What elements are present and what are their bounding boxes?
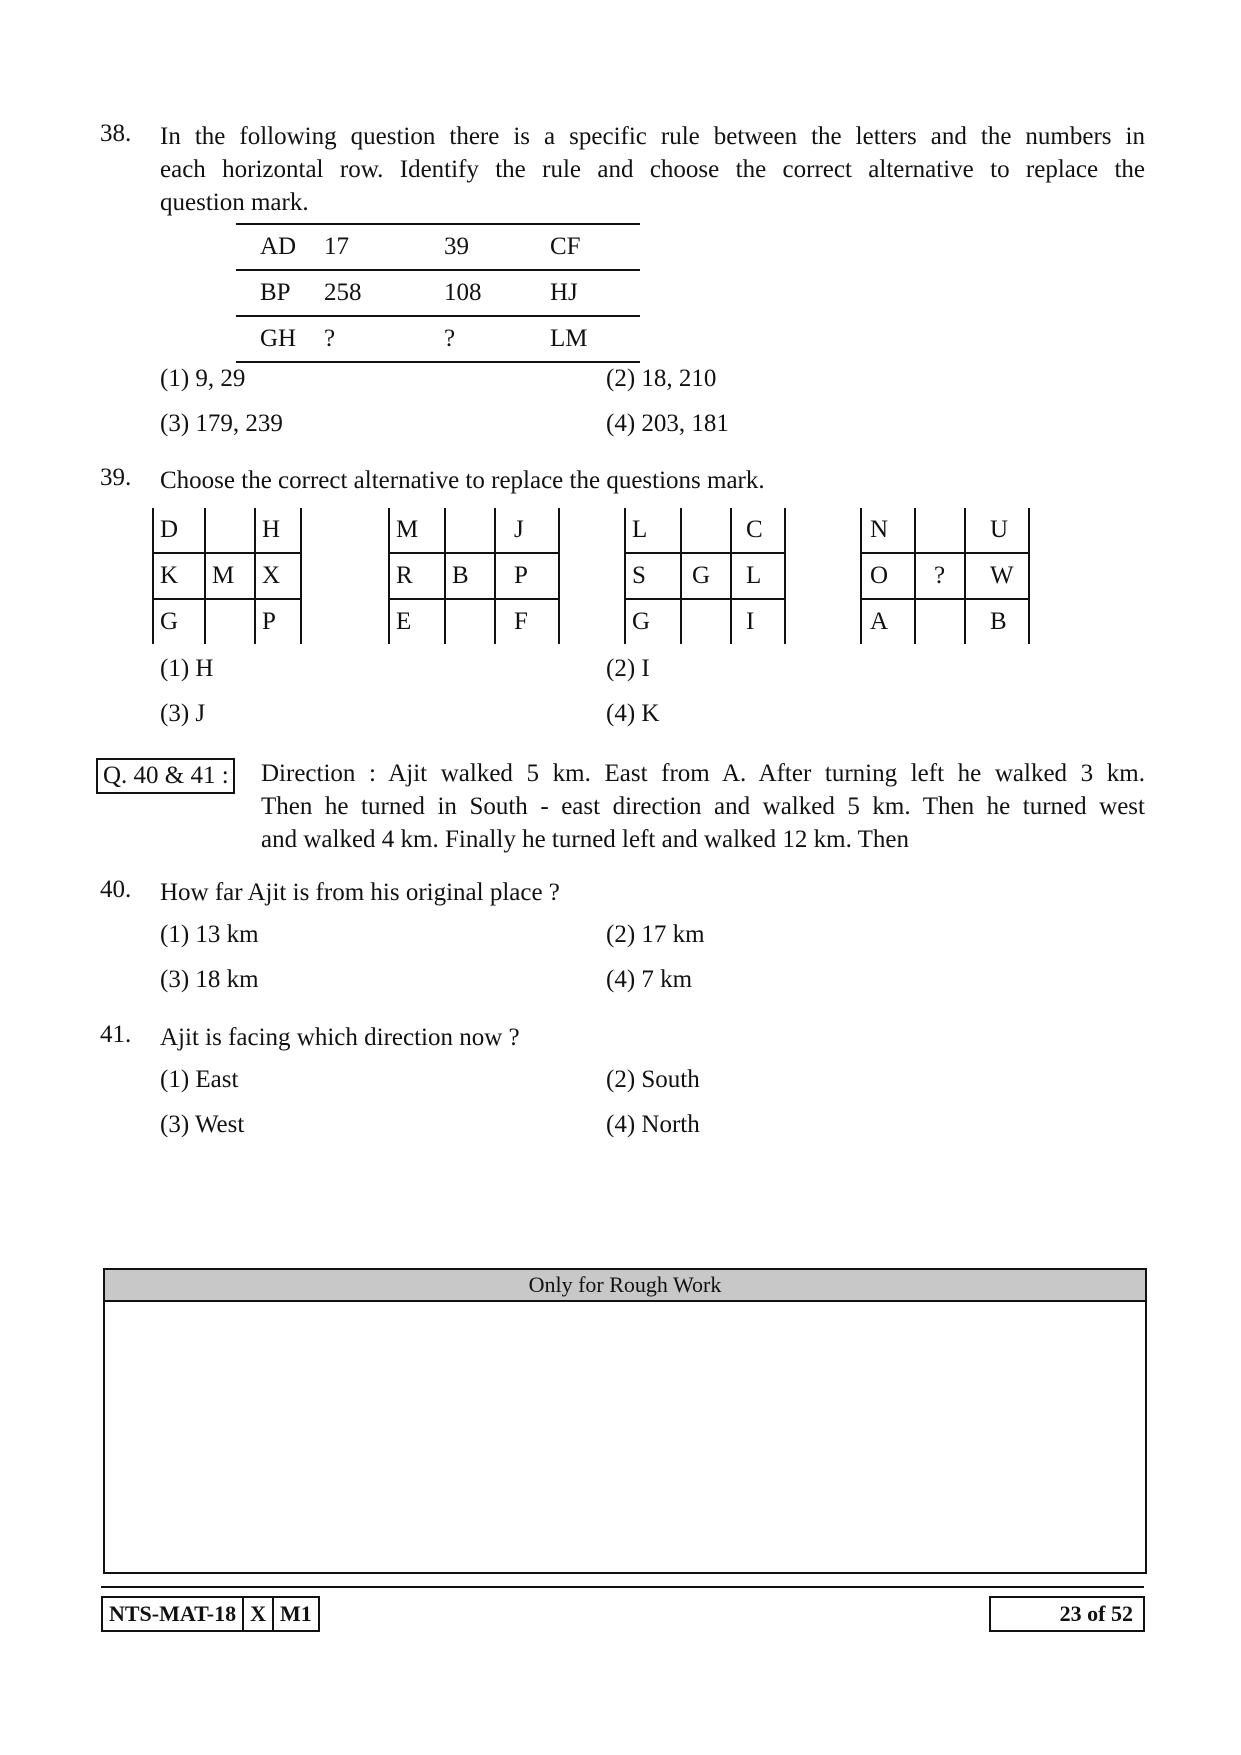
letter-grid-4 <box>860 508 1030 644</box>
grid-cell: I <box>731 599 785 644</box>
grid-cell: O <box>861 553 915 599</box>
grid-cell: C <box>731 508 785 553</box>
grid-cell: A <box>861 599 915 644</box>
table-cell: HJ <box>550 270 640 316</box>
grid-cell: D <box>153 508 205 553</box>
paper-code-set: M1 <box>272 1598 318 1630</box>
q39-option-2[interactable]: (2) I <box>606 655 650 682</box>
q41-option-3[interactable]: (3) West <box>160 1111 245 1138</box>
grid-cell: L <box>625 508 681 553</box>
table-cell: CF <box>550 224 640 270</box>
paper-code: NTS-MAT-18 <box>109 1601 237 1626</box>
question-40-number: 40. <box>100 876 132 903</box>
question-39-text: Choose the correct alternative to replace the questions mark. <box>160 467 765 494</box>
direction-line-1: Direction : Ajit walked 5 km. East from A. After turning left he walked 3 km. <box>261 760 1145 787</box>
question-38-line-1: In the following question there is a specific rule between the letters and the numbers in <box>160 123 1145 150</box>
grid-cell: E <box>389 599 445 644</box>
grid-cell: H <box>255 508 301 553</box>
table-cell: LM <box>550 316 640 362</box>
grid-cell: P <box>495 553 559 599</box>
q38-option-2[interactable]: (2) 18, 210 <box>606 365 717 392</box>
q40-option-1[interactable]: (1) 13 km <box>160 921 259 948</box>
rough-work-box[interactable] <box>103 1268 1147 1574</box>
table-cell: 39 <box>444 224 550 270</box>
grid-cell: W <box>965 553 1029 599</box>
question-38-line-2: each horizontal row. Identify the rule and choose the correct alternative to replace the <box>160 156 1145 183</box>
page-number: 23 of 52 <box>1059 1601 1133 1626</box>
grid-cell: G <box>625 599 681 644</box>
question-38-table <box>236 223 640 363</box>
table-row <box>236 316 640 362</box>
paper-code-medium: X <box>242 1598 272 1630</box>
grid-cell <box>681 599 731 644</box>
grid-cell: K <box>153 553 205 599</box>
grid-cell: X <box>255 553 301 599</box>
q41-option-1[interactable]: (1) East <box>160 1066 239 1093</box>
q40-option-3[interactable]: (3) 18 km <box>160 966 259 993</box>
q41-option-2[interactable]: (2) South <box>606 1066 700 1093</box>
grid-cell: N <box>861 508 915 553</box>
table-cell: ? <box>324 316 444 362</box>
grid-cell: U <box>965 508 1029 553</box>
q38-option-4[interactable]: (4) 203, 181 <box>606 410 729 437</box>
table-cell: 108 <box>444 270 550 316</box>
table-cell: BP <box>236 270 324 316</box>
grid-cell: G <box>681 553 731 599</box>
question-38-line-3: question mark. <box>160 189 309 216</box>
grid-cell: R <box>389 553 445 599</box>
direction-line-2: Then he turned in South - east direction and walked 5 km. Then he turned west <box>261 793 1145 820</box>
question-39-number: 39. <box>100 464 132 491</box>
page-number-box <box>989 1596 1145 1632</box>
grid-cell: F <box>495 599 559 644</box>
grid-cell: B <box>445 553 495 599</box>
grid-cell <box>681 508 731 553</box>
q40-option-4[interactable]: (4) 7 km <box>606 966 693 993</box>
grid-cell: B <box>965 599 1029 644</box>
grid-cell <box>445 599 495 644</box>
grid-cell <box>915 508 965 553</box>
letter-grid-1 <box>152 508 302 644</box>
rough-work-title: Only for Rough Work <box>105 1270 1145 1302</box>
table-cell: 17 <box>324 224 444 270</box>
question-38-text <box>160 120 1145 219</box>
direction-line-3: and walked 4 km. Finally he turned left and walked 12 km. Then <box>261 826 909 853</box>
q39-option-1[interactable]: (1) H <box>160 655 214 682</box>
grid-cell: J <box>495 508 559 553</box>
table-cell: GH <box>236 316 324 362</box>
grid-cell <box>205 508 255 553</box>
grid-cell: M <box>205 553 255 599</box>
question-38-number: 38. <box>100 120 132 147</box>
table-row <box>236 270 640 316</box>
q41-option-4[interactable]: (4) North <box>606 1111 700 1138</box>
grid-cell: M <box>389 508 445 553</box>
footer-divider <box>101 1586 1144 1588</box>
direction-text <box>261 757 1145 856</box>
question-41-number: 41. <box>100 1021 132 1048</box>
q39-option-3[interactable]: (3) J <box>160 700 206 727</box>
grid-cell: P <box>255 599 301 644</box>
question-41-text: Ajit is facing which direction now ? <box>160 1024 520 1051</box>
q39-option-4[interactable]: (4) K <box>606 700 660 727</box>
grid-cell <box>915 599 965 644</box>
table-cell: AD <box>236 224 324 270</box>
grid-cell: L <box>731 553 785 599</box>
table-cell: 258 <box>324 270 444 316</box>
paper-code-box <box>101 1596 320 1632</box>
grid-cell: ? <box>915 553 965 599</box>
letter-grid-3 <box>624 508 786 644</box>
table-cell: ? <box>444 316 550 362</box>
direction-label-box: Q. 40 & 41 : <box>96 758 235 794</box>
q38-option-1[interactable]: (1) 9, 29 <box>160 365 246 392</box>
letter-grid-2 <box>388 508 560 644</box>
q38-option-3[interactable]: (3) 179, 239 <box>160 410 283 437</box>
q40-option-2[interactable]: (2) 17 km <box>606 921 705 948</box>
grid-cell <box>205 599 255 644</box>
grid-cell <box>445 508 495 553</box>
question-40-text: How far Ajit is from his original place ? <box>160 879 560 906</box>
grid-cell: S <box>625 553 681 599</box>
table-row <box>236 224 640 270</box>
grid-cell: G <box>153 599 205 644</box>
